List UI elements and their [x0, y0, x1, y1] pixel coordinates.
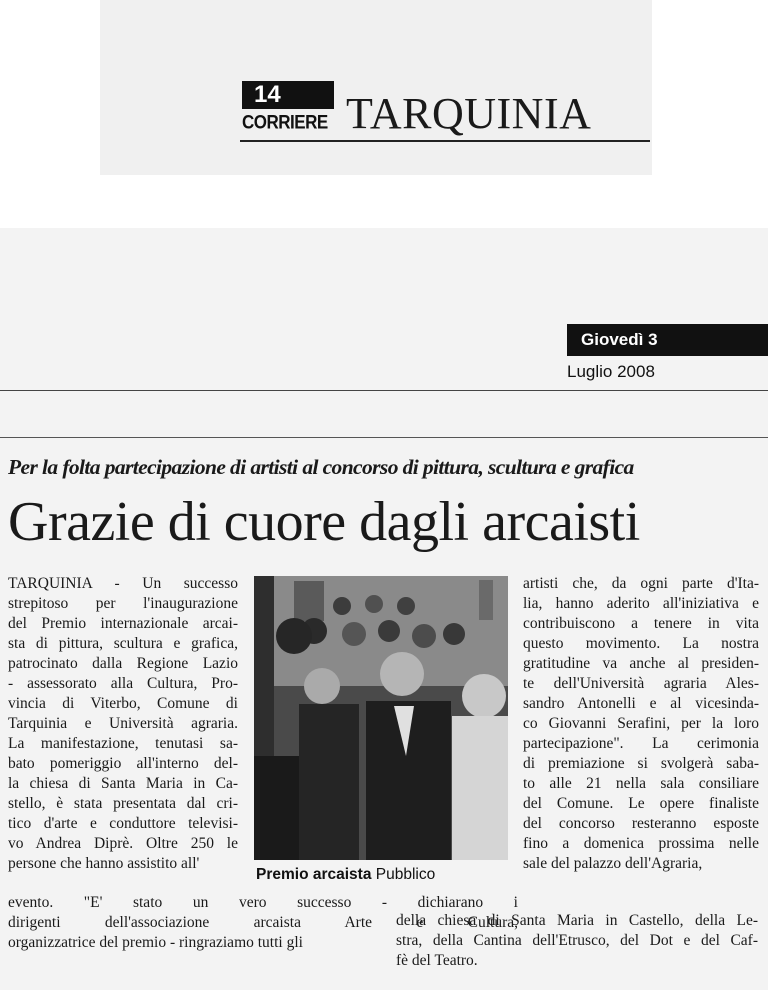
date-month-year: Luglio 2008: [567, 362, 655, 381]
text-line: - assessorato alla Cultura, Pro-: [8, 675, 238, 692]
text-line: tico d'arte e conduttore televisi-: [8, 815, 238, 832]
masthead-badge: [242, 81, 334, 131]
text-line: partecipazione". La cerimonia: [523, 735, 759, 752]
text-line: Tarquinia e Università agraria.: [8, 715, 238, 732]
text-line: del concorso resteranno esposte: [523, 815, 759, 832]
caption-bold: Premio arcaista: [256, 866, 372, 883]
text-line: vincia di Viterbo, Comune di: [8, 695, 238, 712]
text-line: del Premio internazionale arcai-: [8, 615, 238, 632]
text-line: co Giovanni Serafini, per la loro: [523, 715, 759, 732]
text-line: vo Andrea Diprè. Oltre 250 le: [8, 835, 238, 852]
text-line: gratitudine va anche al presiden-: [523, 655, 759, 672]
text-line: questo movimento. La nostra: [523, 635, 759, 652]
date-rule: [0, 390, 768, 391]
caption-rest: Pubblico: [371, 866, 436, 883]
text-line: persone che hanno assistito all': [8, 855, 200, 872]
article-headline: Grazie di cuore dagli arcaisti: [8, 491, 640, 553]
text-line: la chiesa di Santa Maria in Ca-: [8, 775, 238, 792]
article-left-column: [8, 574, 238, 874]
text-line: della chiesa di Santa Maria in Castello, della Le-: [396, 912, 758, 929]
headline-rule: [0, 437, 768, 438]
text-line: te dell'Università agraria Ales-: [523, 675, 759, 692]
text-line: sale del palazzo dell'Agraria,: [523, 855, 703, 872]
date-day: Giovedì 3: [567, 324, 768, 356]
text-line: fè del Teatro.: [396, 952, 478, 969]
article-kicker: Per la folta partecipazione di artisti al concorso di pittura, scultura e grafica: [8, 455, 634, 479]
text-line: sandro Antonelli e al vicesinda-: [523, 695, 759, 712]
photo-caption: [256, 866, 435, 884]
text-line: strepitoso per l'inaugurazione: [8, 595, 238, 612]
text-line: to alle 21 nella sala consiliare: [523, 775, 759, 792]
article-photo: [254, 576, 508, 860]
audience-photo-illustration: [254, 576, 508, 860]
text-line: La manifestazione, tenutasi sa-: [8, 735, 238, 752]
text-line: contribuiscono a tenere in vita: [523, 615, 759, 632]
text-line: del Comune. Le opere finaliste: [523, 795, 759, 812]
text-line: stra, della Cantina dell'Etrusco, del Dot e del Caf-: [396, 932, 758, 949]
text-line: organizzatrice del premio - ringraziamo tutti gli: [8, 934, 303, 951]
page-number: 14: [242, 81, 334, 109]
text-line: fino a domenica prossima nelle: [523, 835, 759, 852]
masthead-rule: [240, 140, 650, 142]
article-right-column: [523, 574, 759, 874]
newspaper-name: CORRIERE: [242, 111, 328, 133]
text-line: sta di pittura, scultura e grafica,: [8, 635, 238, 652]
text-line: evento. "E' stato un vero successo - dichiarano i: [8, 894, 518, 911]
text-line: TARQUINIA - Un successo: [8, 575, 238, 592]
text-line: artisti che, da ogni parte d'Ita-: [523, 575, 759, 592]
text-line: di premiazione si svolgerà saba-: [523, 755, 759, 772]
section-title: TARQUINIA: [346, 89, 592, 138]
text-line: bato pomeriggio all'interno del-: [8, 755, 238, 772]
text-line: patrocinato dalla Regione Lazio: [8, 655, 238, 672]
text-line: lia, hanno aderito all'iniziativa e: [523, 595, 759, 612]
article-bottom-right: [396, 911, 758, 971]
text-line: stello, è stata presentata dal cri-: [8, 795, 238, 812]
text-line: dirigenti dell'associazione arcaista Arte e Cultura,: [8, 914, 518, 931]
